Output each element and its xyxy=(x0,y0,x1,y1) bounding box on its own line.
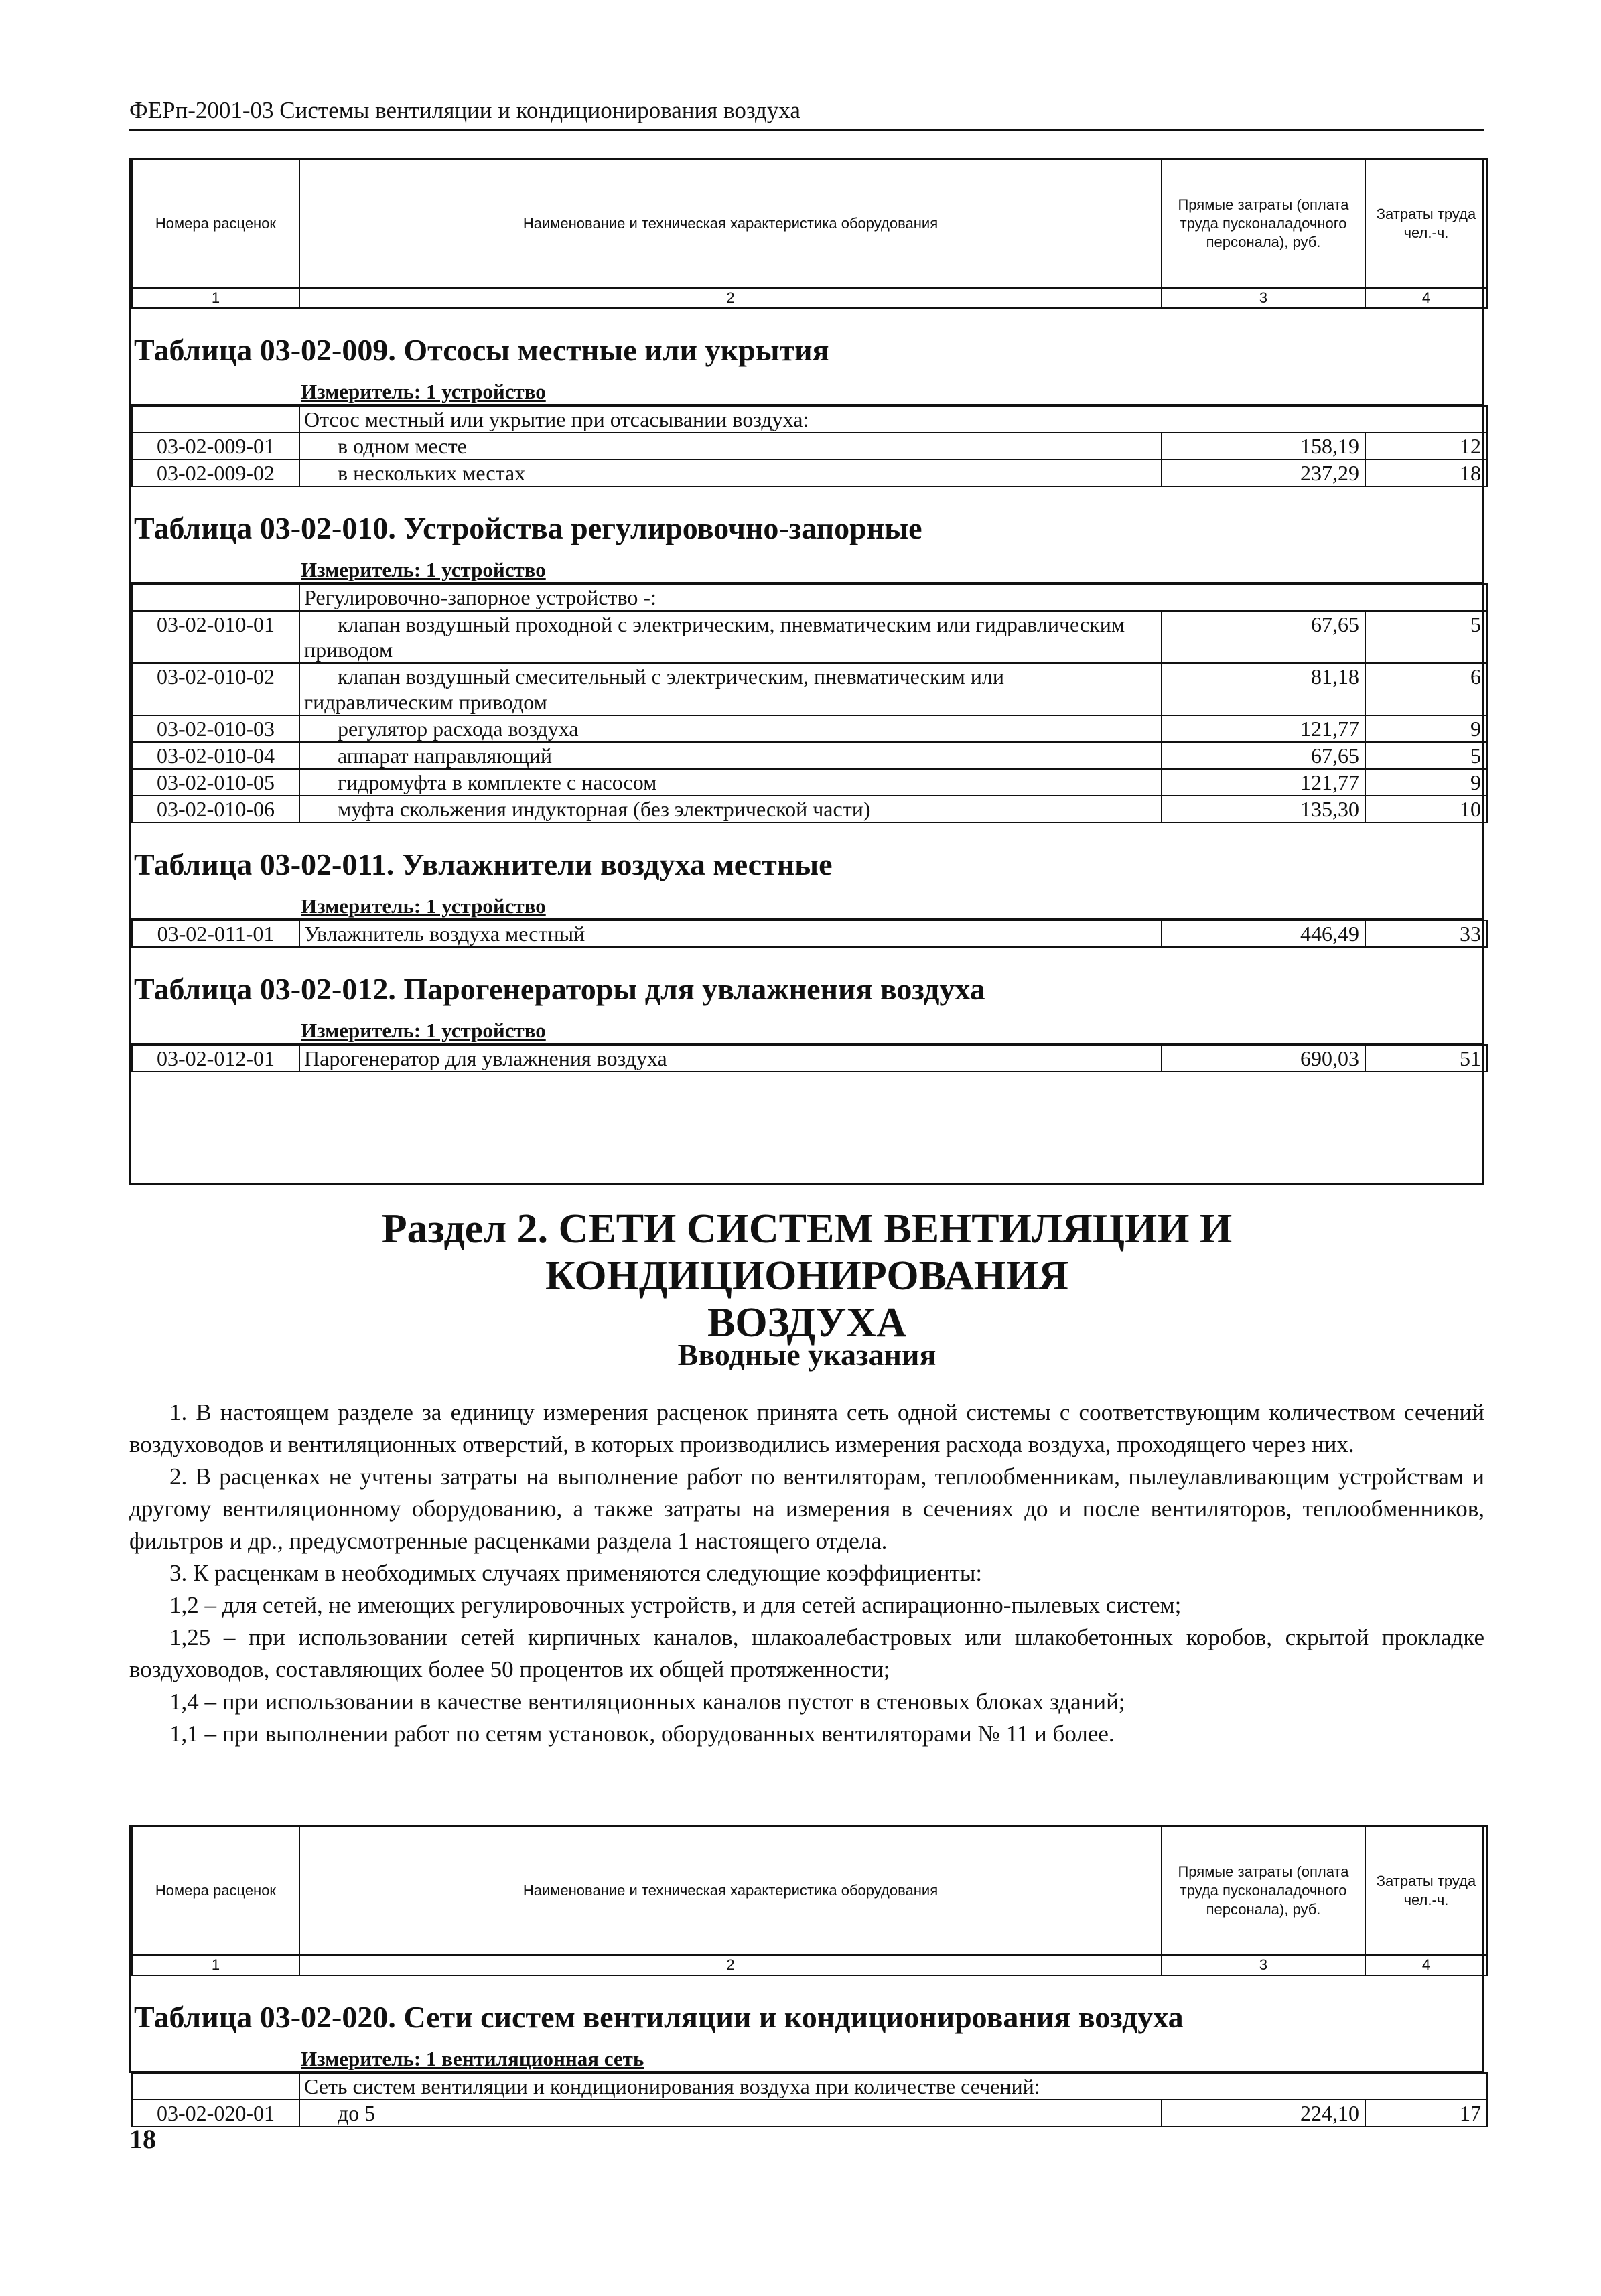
rate-labor: 12 xyxy=(1365,433,1487,459)
rate-code: 03-02-010-02 xyxy=(132,663,299,715)
header-rule xyxy=(129,129,1484,131)
rate-price: 446,49 xyxy=(1162,920,1365,947)
rate-code: 03-02-010-05 xyxy=(132,769,299,796)
rate-price: 224,10 xyxy=(1162,2100,1365,2127)
rate-code: 03-02-009-02 xyxy=(132,459,299,486)
rate-price: 135,30 xyxy=(1162,796,1365,822)
col-header-name: Наименование и техническая характеристика оборудования xyxy=(299,159,1162,289)
table-title: Таблица 03-02-010. Устройства регулировочно-запорные xyxy=(134,511,922,545)
table-row xyxy=(132,920,1487,947)
rates-table xyxy=(131,1044,1488,1072)
table-meter: Измеритель: 1 устройство xyxy=(131,1019,1482,1044)
rates-table xyxy=(131,583,1488,823)
rate-name: регулятор расхода воздуха xyxy=(299,715,1162,742)
col-header-labor: Затраты труда чел.-ч. xyxy=(1365,159,1487,289)
rate-code: 03-02-020-01 xyxy=(132,2100,299,2127)
table-title: Таблица 03-02-012. Парогенераторы для увлажнения воздуха xyxy=(134,972,985,1006)
rate-name: Увлажнитель воздуха местный xyxy=(299,920,1162,947)
intro-paragraph: 1,2 – для сетей, не имеющих регулировочных устройств, и для сетей аспирационно-пылевых систем; xyxy=(169,1592,1182,1618)
group-code-cell xyxy=(132,2073,299,2100)
rate-name: аппарат направляющий xyxy=(299,742,1162,769)
table-row xyxy=(132,2100,1487,2127)
rate-price: 158,19 xyxy=(1162,433,1365,459)
col-number-1: 1 xyxy=(132,288,299,308)
col-header-labor: Затраты труда чел.-ч. xyxy=(1365,1826,1487,1956)
table-meter: Измеритель: 1 вентиляционная сеть xyxy=(131,2047,1482,2072)
section-title-line-1: Раздел 2. СЕТИ СИСТЕМ ВЕНТИЛЯЦИИ И КОНДИЦИОНИРОВАНИЯ xyxy=(381,1206,1233,1299)
rates-sheet-2 xyxy=(129,1825,1484,2125)
table-title: Таблица 03-02-020. Сети систем вентиляции и кондиционирования воздуха xyxy=(134,2000,1184,2034)
col-number-2: 2 xyxy=(299,1955,1162,1975)
rate-labor: 5 xyxy=(1365,611,1487,663)
rate-labor: 33 xyxy=(1365,920,1487,947)
rate-code: 03-02-009-01 xyxy=(132,433,299,459)
group-label: Регулировочно-запорное устройство -: xyxy=(299,584,1487,611)
rate-name: клапан воздушный смесительный с электрическим, пневматическим или гидравлическим приводом xyxy=(299,663,1162,715)
table-row xyxy=(132,742,1487,769)
col-header-code: Номера расценок xyxy=(132,159,299,289)
rate-price: 121,77 xyxy=(1162,715,1365,742)
rate-name: клапан воздушный проходной с электрическим, пневматическим или гидравлическим приводом xyxy=(299,611,1162,663)
rate-price: 67,65 xyxy=(1162,742,1365,769)
group-code-cell xyxy=(132,584,299,611)
rate-code: 03-02-012-01 xyxy=(132,1045,299,1072)
rate-labor: 18 xyxy=(1365,459,1487,486)
intro-paragraph: 1,4 – при использовании в качестве вентиляционных каналов пустот в стеновых блоках зданий; xyxy=(169,1689,1125,1715)
rate-name: в нескольких местах xyxy=(299,459,1162,486)
rate-price: 237,29 xyxy=(1162,459,1365,486)
column-header-table xyxy=(131,1825,1488,1976)
group-label: Сеть систем вентиляции и кондиционирования воздуха при количестве сечений: xyxy=(299,2073,1487,2100)
rate-labor: 6 xyxy=(1365,663,1487,715)
intro-paragraph: 1. В настоящем разделе за единицу измерения расценок принята сеть одной системы с соответствующим количеством сечений воздуховодов и вентиляционных отверстий, в которых производились измерения расхода воздуха, проходящего через них. xyxy=(129,1399,1484,1457)
table-row xyxy=(132,433,1487,459)
rate-labor: 5 xyxy=(1365,742,1487,769)
rate-code: 03-02-010-04 xyxy=(132,742,299,769)
section-title xyxy=(129,1206,1484,1346)
rate-name: муфта скольжения индукторная (без электрической части) xyxy=(299,796,1162,822)
table-row xyxy=(132,459,1487,486)
col-number-4: 4 xyxy=(1365,1955,1487,1975)
col-number-2: 2 xyxy=(299,288,1162,308)
intro-paragraph: 1,25 – при использовании сетей кирпичных каналов, шлакоалебастровых или шлакобетонных коробов, скрытой прокладке воздуховодов, составляющих более 50 процентов их общей протяженности; xyxy=(129,1624,1484,1682)
rate-labor: 9 xyxy=(1365,715,1487,742)
col-header-price: Прямые затраты (оплата труда пусконаладочного персонала), руб. xyxy=(1162,1826,1365,1956)
intro-paragraph: 1,1 – при выполнении работ по сетям установок, оборудованных вентиляторами № 11 и более. xyxy=(169,1721,1115,1747)
intro-title: Вводные указания xyxy=(677,1338,936,1372)
table-row xyxy=(132,796,1487,822)
table-row xyxy=(132,715,1487,742)
rate-labor: 51 xyxy=(1365,1045,1487,1072)
table-row xyxy=(132,1045,1487,1072)
col-number-4: 4 xyxy=(1365,288,1487,308)
group-label: Отсос местный или укрытие при отсасывании воздуха: xyxy=(299,406,1487,433)
table-row xyxy=(132,663,1487,715)
intro-text xyxy=(129,1396,1484,1750)
table-title: Таблица 03-02-009. Отсосы местные или укрытия xyxy=(134,333,829,367)
rate-name: Парогенератор для увлажнения воздуха xyxy=(299,1045,1162,1072)
rates-table xyxy=(131,920,1488,948)
table-meter: Измеритель: 1 устройство xyxy=(131,380,1482,405)
rate-price: 67,65 xyxy=(1162,611,1365,663)
rates-table xyxy=(131,2072,1488,2127)
col-number-1: 1 xyxy=(132,1955,299,1975)
intro-paragraph: 3. К расценкам в необходимых случаях применяются следующие коэффициенты: xyxy=(169,1560,983,1586)
rate-code: 03-02-011-01 xyxy=(132,920,299,947)
group-code-cell xyxy=(132,406,299,433)
section-title-line-2: ВОЗДУХА xyxy=(707,1300,906,1346)
rate-labor: 10 xyxy=(1365,796,1487,822)
col-header-price: Прямые затраты (оплата труда пусконаладочного персонала), руб. xyxy=(1162,159,1365,289)
rate-name: в одном месте xyxy=(299,433,1162,459)
rates-sheet-1 xyxy=(129,158,1484,1185)
table-meter: Измеритель: 1 устройство xyxy=(131,894,1482,920)
rate-price: 121,77 xyxy=(1162,769,1365,796)
rate-code: 03-02-010-06 xyxy=(132,796,299,822)
table-row xyxy=(132,611,1487,663)
col-number-3: 3 xyxy=(1162,288,1365,308)
rate-labor: 9 xyxy=(1365,769,1487,796)
rate-labor: 17 xyxy=(1365,2100,1487,2127)
table-meter: Измеритель: 1 устройство xyxy=(131,558,1482,583)
col-number-3: 3 xyxy=(1162,1955,1365,1975)
col-header-code: Номера расценок xyxy=(132,1826,299,1956)
rate-code: 03-02-010-01 xyxy=(132,611,299,663)
table-title: Таблица 03-02-011. Увлажнители воздуха местные xyxy=(134,847,833,881)
col-header-name: Наименование и техническая характеристика оборудования xyxy=(299,1826,1162,1956)
table-row xyxy=(132,769,1487,796)
intro-paragraph: 2. В расценках не учтены затраты на выполнение работ по вентиляторам, теплообменникам, пылеулавливающим устройствам и другому вентиляционному оборудованию, а также затраты на измерения в сечениях до и после вентиляторов, теплообменников, фильтров и др., предусмотренные расценками раздела 1 настоящего отдела. xyxy=(129,1463,1484,1554)
rate-name: до 5 xyxy=(299,2100,1162,2127)
running-header: ФЕРп-2001-03 Системы вентиляции и кондиционирования воздуха xyxy=(129,97,800,123)
rate-name: гидромуфта в комплекте с насосом xyxy=(299,769,1162,796)
page-number: 18 xyxy=(129,2124,156,2154)
rate-price: 81,18 xyxy=(1162,663,1365,715)
column-header-table xyxy=(131,158,1488,309)
rate-price: 690,03 xyxy=(1162,1045,1365,1072)
rates-table xyxy=(131,405,1488,487)
rate-code: 03-02-010-03 xyxy=(132,715,299,742)
